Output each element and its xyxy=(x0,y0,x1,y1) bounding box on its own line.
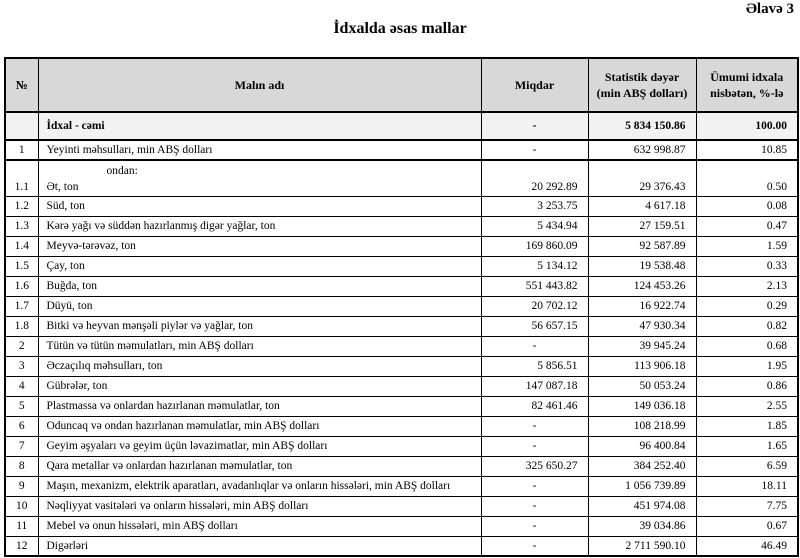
cell-share: 2.55 xyxy=(696,396,798,416)
cell-share: 10.85 xyxy=(696,140,798,160)
cell-good-name: Tütün və tütün məmulatları, min ABŞ dolları xyxy=(38,336,481,356)
cell-statistical-value: 5 834 150.86 xyxy=(588,112,696,140)
cell-good-name: İdxal - cəmi xyxy=(38,112,481,140)
cell-row-number: 5 xyxy=(5,396,38,416)
cell-row-number xyxy=(5,112,38,140)
cell-share: 7.75 xyxy=(696,496,798,516)
cell-share: 0.86 xyxy=(696,376,798,396)
cell-good-name: Çay, ton xyxy=(38,256,481,276)
cell-row-number: 7 xyxy=(5,436,38,456)
cell-row-number: 3 xyxy=(5,356,38,376)
cell-quantity: 551 443.82 xyxy=(481,276,588,296)
cell-good-name: Kərə yağı və süddən hazırlanmış digər yağlar, ton xyxy=(38,216,481,236)
col-header-good-name: Malın adı xyxy=(38,58,481,112)
cell-statistical-value: 384 252.40 xyxy=(588,456,696,476)
cell-good-name: Meyvə-tərəvəz, ton xyxy=(38,236,481,256)
cell-share: 0.47 xyxy=(696,216,798,236)
cell-quantity: 56 657.15 xyxy=(481,316,588,336)
cell-good-name: ondan: Ət, ton xyxy=(38,160,481,196)
header-row xyxy=(5,58,798,112)
cell-row-number: 1.5 xyxy=(5,256,38,276)
cell-share: 1.85 xyxy=(696,416,798,436)
col-header-statistical-value: Statistik dəyər (min ABŞ dolları) xyxy=(588,58,696,112)
cell-row-number: 10 xyxy=(5,496,38,516)
cell-row-number: 8 xyxy=(5,456,38,476)
cell-quantity: 20 702.12 xyxy=(481,296,588,316)
cell-statistical-value: 632 998.87 xyxy=(588,140,696,160)
cell-share: 0.82 xyxy=(696,316,798,336)
cell-good-name: Geyim əşyaları və geyim üçün ləvazimatlar, min ABŞ dolları xyxy=(38,436,481,456)
cell-statistical-value: 27 159.51 xyxy=(588,216,696,236)
cell-good-name: Mebel və onun hissələri, min ABŞ dolları xyxy=(38,516,481,536)
cell-statistical-value: 108 218.99 xyxy=(588,416,696,436)
cell-share: 0.08 xyxy=(696,196,798,216)
table-row xyxy=(5,476,798,496)
table-row xyxy=(5,276,798,296)
table-row xyxy=(5,456,798,476)
cell-row-number: 1.2 xyxy=(5,196,38,216)
cell-statistical-value: 1 056 739.89 xyxy=(588,476,696,496)
cell-row-number: 11 xyxy=(5,516,38,536)
cell-good-name: Gübrələr, ton xyxy=(38,376,481,396)
cell-statistical-value: 124 453.26 xyxy=(588,276,696,296)
cell-quantity: - xyxy=(481,436,588,456)
cell-statistical-value: 113 906.18 xyxy=(588,356,696,376)
table-row xyxy=(5,376,798,396)
table-row xyxy=(5,536,798,556)
cell-quantity: 3 253.75 xyxy=(481,196,588,216)
cell-statistical-value: 19 538.48 xyxy=(588,256,696,276)
table-row xyxy=(5,216,798,236)
cell-good-name: Qara metallar və onlardan hazırlanan məmulatlar, ton xyxy=(38,456,481,476)
cell-quantity: - xyxy=(481,336,588,356)
cell-good-name: Süd, ton xyxy=(38,196,481,216)
cell-share: 100.00 xyxy=(696,112,798,140)
cell-good-name: Maşın, mexanizm, elektrik aparatları, avadanlıqlar və onların hissələri, min ABŞ dolları xyxy=(38,476,481,496)
cell-share: 0.29 xyxy=(696,296,798,316)
cell-statistical-value: 149 036.18 xyxy=(588,396,696,416)
cell-statistical-value: 29 376.43 xyxy=(588,160,696,196)
table-row xyxy=(5,496,798,516)
cell-share: 6.59 xyxy=(696,456,798,476)
cell-quantity: 20 292.89 xyxy=(481,160,588,196)
cell-share: 1.59 xyxy=(696,236,798,256)
cell-share: 0.50 xyxy=(696,160,798,196)
cell-share: 18.11 xyxy=(696,476,798,496)
table-row xyxy=(5,196,798,216)
cell-quantity: - xyxy=(481,516,588,536)
table-row xyxy=(5,336,798,356)
cell-share: 0.67 xyxy=(696,516,798,536)
cell-statistical-value: 4 617.18 xyxy=(588,196,696,216)
cell-quantity: 5 134.12 xyxy=(481,256,588,276)
table-row xyxy=(5,296,798,316)
total-row xyxy=(5,112,798,140)
cell-quantity: 82 461.46 xyxy=(481,396,588,416)
cell-share: 0.68 xyxy=(696,336,798,356)
cell-quantity: 5 434.94 xyxy=(481,216,588,236)
table-row xyxy=(5,436,798,456)
table-row xyxy=(5,316,798,336)
cell-quantity: 147 087.18 xyxy=(481,376,588,396)
cell-good-name: Nəqliyyat vasitələri və onların hissələri, min ABŞ dolları xyxy=(38,496,481,516)
cell-statistical-value: 2 711 590.10 xyxy=(588,536,696,556)
table-row xyxy=(5,416,798,436)
table-row xyxy=(5,516,798,536)
cell-quantity: 169 860.09 xyxy=(481,236,588,256)
cell-share: 2.13 xyxy=(696,276,798,296)
cell-good-name: Yeyinti məhsulları, min ABŞ dolları xyxy=(38,140,481,160)
cell-quantity: - xyxy=(481,496,588,516)
cell-row-number: 12 xyxy=(5,536,38,556)
table-row xyxy=(5,236,798,256)
cell-good-name: Oduncaq və ondan hazırlanan məmulatlar, min ABŞ dolları xyxy=(38,416,481,436)
table-row xyxy=(5,396,798,416)
cell-good-name: Əczaçılıq məhsulları, ton xyxy=(38,356,481,376)
cell-row-number: 9 xyxy=(5,476,38,496)
cell-row-number: 1.8 xyxy=(5,316,38,336)
cell-share: 0.33 xyxy=(696,256,798,276)
cell-row-number: 4 xyxy=(5,376,38,396)
col-header-share: Ümumi idxala nisbətən, %-lə xyxy=(696,58,798,112)
cell-share: 1.95 xyxy=(696,356,798,376)
page-title: İdxalda əsas mallar xyxy=(333,20,467,37)
group-prefix-label: ondan: xyxy=(106,164,138,177)
cell-row-number: 1.4 xyxy=(5,236,38,256)
cell-statistical-value: 39 034.86 xyxy=(588,516,696,536)
table-row xyxy=(5,356,798,376)
cell-statistical-value: 39 945.24 xyxy=(588,336,696,356)
col-header-number: № xyxy=(5,58,38,112)
cell-quantity: - xyxy=(481,476,588,496)
cell-quantity: 5 856.51 xyxy=(481,356,588,376)
cell-quantity: - xyxy=(481,536,588,556)
cell-statistical-value: 47 930.34 xyxy=(588,316,696,336)
cell-row-number: 1 xyxy=(5,140,38,160)
cell-quantity: 325 650.27 xyxy=(481,456,588,476)
table-row xyxy=(5,160,798,196)
cell-row-number: 1.1 xyxy=(5,160,38,196)
cell-row-number: 6 xyxy=(5,416,38,436)
cell-statistical-value: 96 400.84 xyxy=(588,436,696,456)
cell-statistical-value: 451 974.08 xyxy=(588,496,696,516)
cell-row-number: 1.6 xyxy=(5,276,38,296)
cell-share: 46.49 xyxy=(696,536,798,556)
table-row xyxy=(5,140,798,160)
cell-good-name: Bitki və heyvan mənşəli piylər və yağlar, ton xyxy=(38,316,481,336)
cell-good-name: Plastmassa və onlardan hazırlanan məmulatlar, ton xyxy=(38,396,481,416)
cell-statistical-value: 16 922.74 xyxy=(588,296,696,316)
imports-table xyxy=(4,57,799,557)
cell-good-name: Digərləri xyxy=(38,536,481,556)
cell-share: 1.65 xyxy=(696,436,798,456)
cell-quantity: - xyxy=(481,416,588,436)
cell-statistical-value: 92 587.89 xyxy=(588,236,696,256)
cell-quantity: - xyxy=(481,112,588,140)
cell-good-name: Düyü, ton xyxy=(38,296,481,316)
cell-quantity: - xyxy=(481,140,588,160)
cell-row-number: 1.7 xyxy=(5,296,38,316)
cell-row-number: 2 xyxy=(5,336,38,356)
cell-statistical-value: 50 053.24 xyxy=(588,376,696,396)
cell-good-name: Buğda, ton xyxy=(38,276,481,296)
cell-row-number: 1.3 xyxy=(5,216,38,236)
table-row xyxy=(5,256,798,276)
col-header-quantity: Miqdar xyxy=(481,58,588,112)
annex-label: Əlavə 3 xyxy=(745,1,794,17)
